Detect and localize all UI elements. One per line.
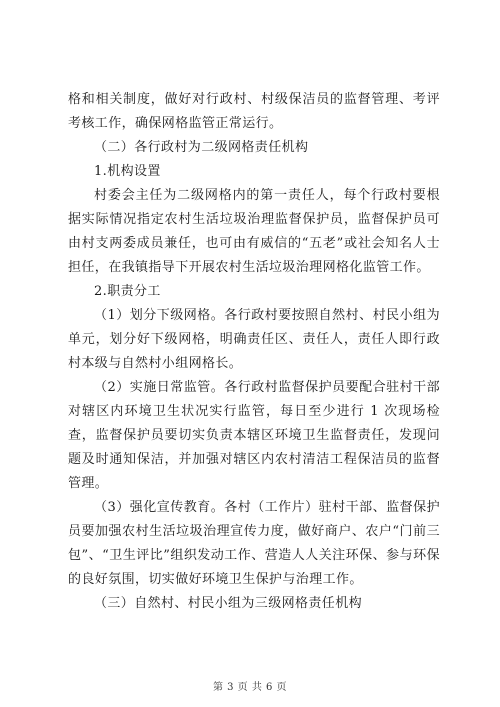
section-heading-level-two: （二）各行政村为二级网格责任机构 [94, 140, 309, 155]
section-heading-level-three: （三）自然村、村民小组为三级网格责任机构 [94, 596, 363, 611]
paragraph-duty-daily-supervision: （2）实施日常监管。各行政村监督保护员要配合驻村干部对辖区内环境卫生状况实行监管，每日至少进行 1 次现场检查，监督保护员要切实负责本辖区环境卫生监督责任，发现问题及时通知保洁，并加强对辖区内农村清洁工程保洁员的监督管理。 [68, 380, 440, 491]
paragraph-organization-setup: 村委会主任为二级网格内的第一责任人，每个行政村要根据实际情况指定农村生活垃圾治理监督保护员，监督保护员可由村支两委成员兼任，也可由有威信的“五老”或社会知名人士担任，在我镇指导下开展农村生活垃圾治理网格化监管工作。 [68, 188, 440, 275]
subheading-organization: 1.机构设置 [94, 164, 161, 179]
paragraph-duty-grid-division: （1）划分下级网格。各行政村要按照自然村、村民小组为单元，划分好下级网格，明确责任区、责任人，责任人即行政村本级与自然村小组网格长。 [68, 308, 440, 371]
page-number-footer: 第 3 页 共 6 页 [212, 682, 288, 693]
paragraph-duty-publicity: （3）强化宣传教育。各村（工作片）驻村干部、监督保护员要加强农村生活垃圾治理宣传力度，做好商户、农户“门前三包”、“卫生评比”组织发动工作、营造人人关注环保、参与环保的良好氛围，切实做好环境卫生保护与治理工作。 [68, 500, 440, 587]
subheading-duties: 2.职责分工 [94, 284, 161, 299]
paragraph-continuation: 格和相关制度，做好对行政村、村级保洁员的监督管理、考评考核工作，确保网格监管正常运行。 [68, 92, 440, 131]
document-body [68, 88, 440, 616]
